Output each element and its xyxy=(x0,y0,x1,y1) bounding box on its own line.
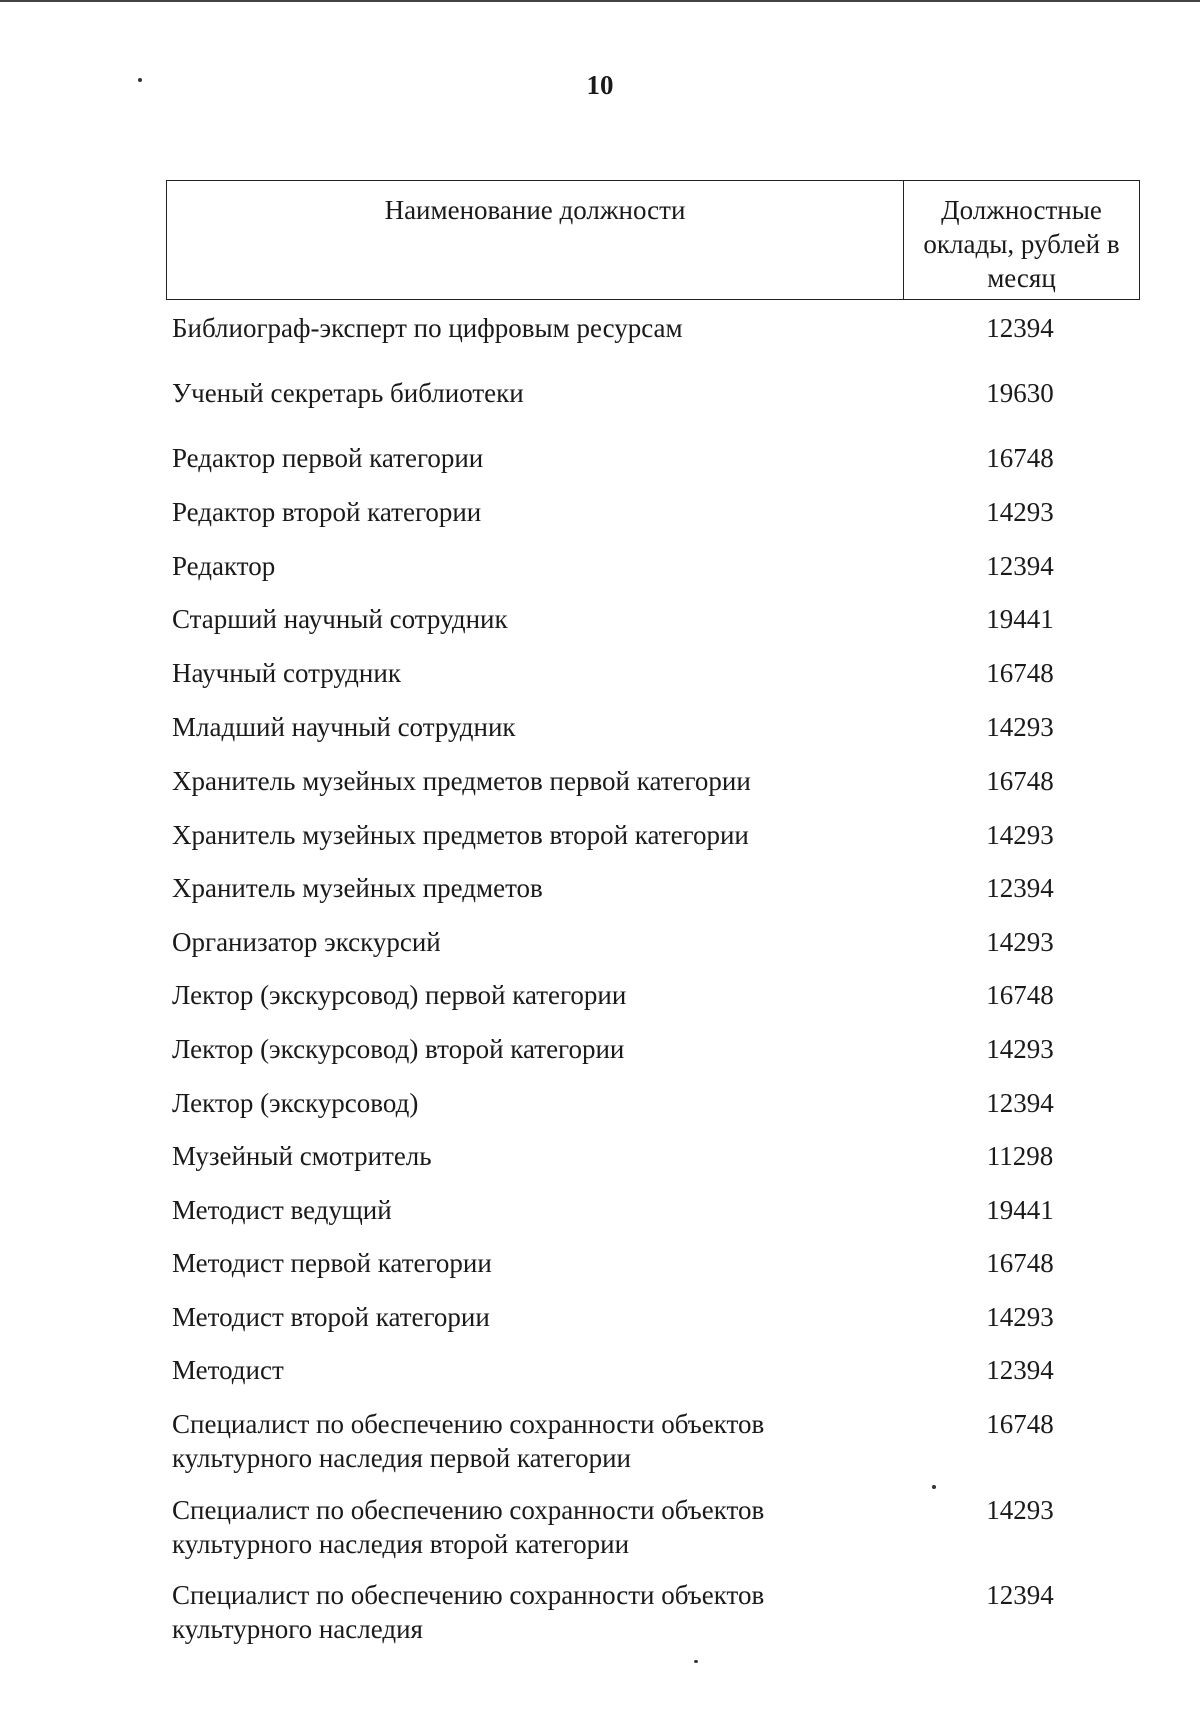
position-name-line: Библиограф-эксперт по цифровым ресурсам xyxy=(172,313,683,343)
position-name xyxy=(172,602,872,636)
scan-speck xyxy=(138,78,142,82)
position-name-line: Организатор экскурсий xyxy=(172,927,441,957)
position-name xyxy=(172,764,872,798)
position-name-line: Редактор xyxy=(172,551,276,581)
salary-value: 16748 xyxy=(986,766,1054,796)
position-name xyxy=(172,978,872,1012)
position-name-line: Специалист по обеспечению сохранности объектов xyxy=(172,1495,765,1525)
salary-value: 12394 xyxy=(986,1355,1054,1385)
position-name xyxy=(172,549,872,583)
position-name xyxy=(172,710,872,744)
salary-value: 12394 xyxy=(986,313,1054,343)
header-salary-line: Должностные xyxy=(941,195,1102,225)
position-name-line: Ученый секретарь библиотеки xyxy=(172,378,524,408)
salary-value: 11298 xyxy=(986,1141,1054,1171)
header-position-name: Наименование должности xyxy=(167,181,904,299)
position-name-line: Лектор (экскурсовод) второй категории xyxy=(172,1034,625,1064)
position-name-line: Младший научный сотрудник xyxy=(172,712,516,742)
position-name-line: Специалист по обеспечению сохранности объектов xyxy=(172,1409,765,1439)
position-name xyxy=(172,1246,872,1280)
position-name xyxy=(172,1300,872,1334)
page-number: 10 xyxy=(586,70,614,100)
position-name-line: Методист xyxy=(172,1355,284,1385)
header-salary-line: оклады, рублей в xyxy=(923,229,1120,259)
position-name xyxy=(172,1493,872,1561)
position-name xyxy=(172,1032,872,1066)
position-name-line: Хранитель музейных предметов второй категории xyxy=(172,820,749,850)
salary-value: 14293 xyxy=(986,820,1054,850)
position-name xyxy=(172,1407,872,1475)
position-name-line: Старший научный сотрудник xyxy=(172,604,508,634)
position-name-line: Лектор (экскурсовод) первой категории xyxy=(172,980,627,1010)
salary-value: 19441 xyxy=(986,604,1054,634)
position-name-line: Хранитель музейных предметов первой категории xyxy=(172,766,751,796)
salary-value: 12394 xyxy=(986,1088,1054,1118)
position-name xyxy=(172,1139,872,1173)
salary-value: 12394 xyxy=(986,873,1054,903)
position-name xyxy=(172,495,872,529)
position-name-line: Лектор (экскурсовод) xyxy=(172,1088,419,1118)
position-name xyxy=(172,925,872,959)
salary-value: 19441 xyxy=(986,1195,1054,1225)
salary-value: 16748 xyxy=(986,1409,1054,1439)
position-name-line: Хранитель музейных предметов xyxy=(172,873,543,903)
position-name xyxy=(172,441,872,475)
salary-value: 16748 xyxy=(986,980,1054,1010)
salary-value: 14293 xyxy=(986,497,1054,527)
salary-value: 12394 xyxy=(986,551,1054,581)
salary-value: 19630 xyxy=(986,378,1054,408)
position-name xyxy=(172,311,872,345)
salary-value: 12394 xyxy=(986,1580,1054,1610)
position-name-line: культурного наследия xyxy=(172,1614,423,1644)
position-name xyxy=(172,818,872,852)
position-name-line: Методист ведущий xyxy=(172,1195,392,1225)
salary-value: 14293 xyxy=(986,1302,1054,1332)
position-name xyxy=(172,1086,872,1120)
position-name-line: Научный сотрудник xyxy=(172,658,401,688)
salary-value: 14293 xyxy=(986,1495,1054,1525)
salary-value: 14293 xyxy=(986,927,1054,957)
position-name-line: культурного наследия второй категории xyxy=(172,1529,630,1559)
position-name xyxy=(172,376,872,410)
salary-value: 16748 xyxy=(986,658,1054,688)
position-name xyxy=(172,1193,872,1227)
position-name xyxy=(172,656,872,690)
scan-speck xyxy=(932,1485,936,1489)
position-name xyxy=(172,1353,872,1387)
salary-value: 16748 xyxy=(986,443,1054,473)
position-name-line: Редактор первой категории xyxy=(172,443,484,473)
position-name-line: Методист первой категории xyxy=(172,1248,492,1278)
position-name-line: Методист второй категории xyxy=(172,1302,490,1332)
position-name-line: Специалист по обеспечению сохранности объектов xyxy=(172,1580,765,1610)
position-name-line: Редактор второй категории xyxy=(172,497,482,527)
salary-value: 14293 xyxy=(986,1034,1054,1064)
position-name-line: культурного наследия первой категории xyxy=(172,1443,631,1473)
position-name xyxy=(172,871,872,905)
salary-value: 16748 xyxy=(986,1248,1054,1278)
salary-value: 14293 xyxy=(986,712,1054,742)
scan-speck xyxy=(694,1660,698,1663)
header-salary-line: месяц xyxy=(987,263,1056,293)
position-name xyxy=(172,1578,872,1646)
position-name-line: Музейный смотритель xyxy=(172,1141,432,1171)
